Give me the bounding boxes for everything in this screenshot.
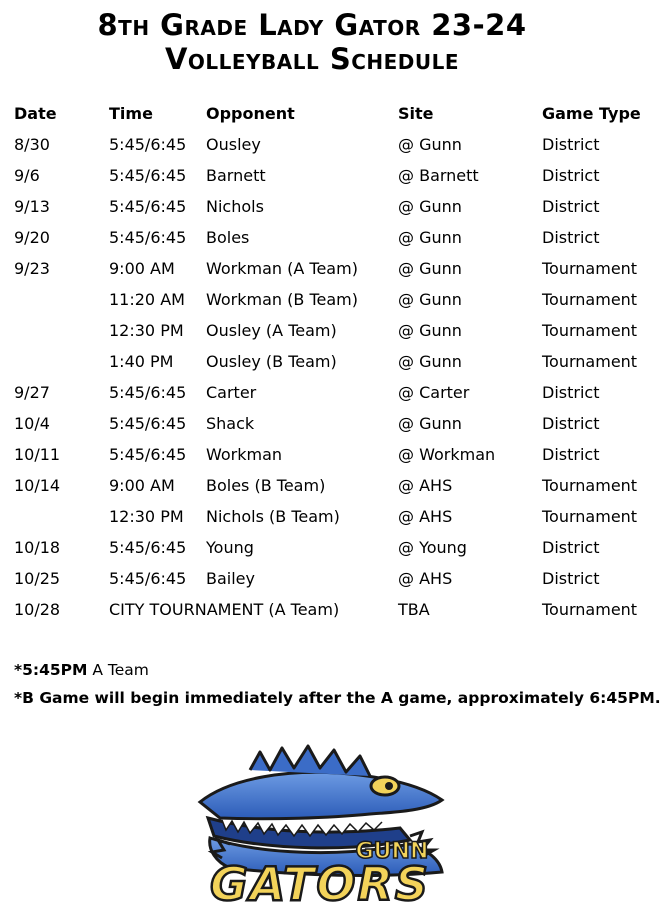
cell-time: 5:45/6:45	[109, 135, 187, 154]
cell-opponent: Bailey	[206, 569, 255, 588]
cell-time: 5:45/6:45	[109, 569, 187, 588]
cell-time: 9:00 AM	[109, 476, 175, 495]
cell-opponent: Ousley (B Team)	[206, 352, 337, 371]
notes	[14, 658, 661, 714]
cell-date: 9/20	[14, 228, 50, 247]
cell-game-type: District	[542, 135, 600, 154]
table-row	[14, 160, 662, 191]
cell-time: 11:20 AM	[109, 290, 185, 309]
note-b-game-text: *B Game will begin immediately after the A game, approximately 6:45PM.	[14, 689, 661, 707]
cell-site: @ Gunn	[398, 352, 462, 371]
cell-site: @ AHS	[398, 569, 453, 588]
cell-game-type: District	[542, 569, 600, 588]
cell-time: 1:40 PM	[109, 352, 174, 371]
cell-site: @ Gunn	[398, 228, 462, 247]
table-row	[14, 439, 662, 470]
cell-game-type: Tournament	[542, 600, 638, 619]
cell-game-type: District	[542, 228, 600, 247]
cell-date	[14, 315, 109, 346]
cell-site: @ Gunn	[398, 135, 462, 154]
gunn-gators-logo	[160, 740, 480, 908]
cell-site: @ Gunn	[398, 290, 462, 309]
schedule-table	[14, 98, 662, 625]
cell-opponent: Nichols	[206, 197, 264, 216]
cell-site: @ Young	[398, 538, 467, 557]
table-row	[14, 315, 662, 346]
cell-site: @ Carter	[398, 383, 470, 402]
cell-time: 12:30 PM	[109, 321, 184, 340]
cell-date: 9/6	[14, 166, 40, 185]
cell-opponent: Boles	[206, 228, 250, 247]
cell-date: 8/30	[14, 135, 50, 154]
note-a-team	[14, 658, 661, 686]
cell-time: 12:30 PM	[109, 507, 184, 526]
cell-opponent: Ousley (A Team)	[206, 321, 337, 340]
schedule-body	[14, 129, 662, 625]
cell-site: @ AHS	[398, 507, 453, 526]
cell-site: @ Workman	[398, 445, 496, 464]
cell-game-type: District	[542, 445, 600, 464]
table-row	[14, 346, 662, 377]
header-game-type: Game Type	[542, 104, 641, 123]
cell-date: 9/13	[14, 197, 50, 216]
cell-game-type: Tournament	[542, 352, 638, 371]
cell-opponent: Nichols (B Team)	[206, 507, 340, 526]
cell-opponent: Workman (A Team)	[206, 259, 358, 278]
cell-site: TBA	[398, 600, 430, 619]
cell-time: 9:00 AM	[109, 259, 175, 278]
cell-date: 10/28	[14, 600, 61, 619]
cell-date: 10/18	[14, 538, 61, 557]
table-row	[14, 191, 662, 222]
cell-site: @ AHS	[398, 476, 453, 495]
cell-date: 10/14	[14, 476, 61, 495]
cell-opponent: Boles (B Team)	[206, 476, 326, 495]
note-a-team-label: A Team	[87, 661, 149, 679]
title-line-2: Volleyball Schedule	[164, 42, 460, 76]
cell-opponent: Young	[206, 538, 254, 557]
table-row	[14, 532, 662, 563]
cell-site: @ Gunn	[398, 197, 462, 216]
logo-gunn-text: GUNN	[355, 839, 429, 864]
cell-opponent: Ousley	[206, 135, 261, 154]
cell-opponent: Barnett	[206, 166, 266, 185]
cell-opponent: Workman	[206, 445, 283, 464]
logo-gators-text: GATORS	[210, 857, 430, 908]
cell-game-type: District	[542, 383, 600, 402]
header-date: Date	[14, 104, 57, 123]
cell-date	[14, 501, 109, 532]
cell-game-type: District	[542, 538, 600, 557]
header-opponent: Opponent	[206, 104, 295, 123]
cell-game-type: District	[542, 414, 600, 433]
cell-time: 5:45/6:45	[109, 414, 187, 433]
cell-game-type: Tournament	[542, 507, 638, 526]
table-row	[14, 129, 662, 160]
cell-game-type: Tournament	[542, 476, 638, 495]
title-line-1: 8th Grade Lady Gator 23-24	[97, 8, 527, 42]
cell-game-type: Tournament	[542, 290, 638, 309]
table-row	[14, 222, 662, 253]
cell-site: @ Gunn	[398, 414, 462, 433]
cell-time: 5:45/6:45	[109, 445, 187, 464]
cell-date: 10/11	[14, 445, 61, 464]
table-row	[14, 377, 662, 408]
cell-time: 5:45/6:45	[109, 538, 187, 557]
cell-time: 5:45/6:45	[109, 166, 187, 185]
cell-time: 5:45/6:45	[109, 228, 187, 247]
table-row	[14, 284, 662, 315]
cell-opponent: Carter	[206, 383, 257, 402]
cell-game-type: Tournament	[542, 321, 638, 340]
cell-date	[14, 284, 109, 315]
header-site: Site	[398, 104, 434, 123]
page-title	[0, 8, 624, 76]
table-row-final	[14, 594, 662, 625]
cell-site: @ Gunn	[398, 321, 462, 340]
cell-site: @ Gunn	[398, 259, 462, 278]
cell-date: 10/25	[14, 569, 61, 588]
cell-game-type: District	[542, 197, 600, 216]
cell-opponent: Workman (B Team)	[206, 290, 358, 309]
cell-event: CITY TOURNAMENT (A Team)	[109, 600, 340, 619]
table-row	[14, 408, 662, 439]
cell-date: 9/23	[14, 259, 50, 278]
table-header-row	[14, 98, 662, 129]
cell-site: @ Barnett	[398, 166, 479, 185]
cell-time: 5:45/6:45	[109, 383, 187, 402]
table-row	[14, 253, 662, 284]
cell-date: 10/4	[14, 414, 50, 433]
table-row	[14, 470, 662, 501]
cell-date: 9/27	[14, 383, 50, 402]
cell-date	[14, 346, 109, 377]
note-a-team-time: *5:45PM	[14, 661, 88, 679]
cell-time: 5:45/6:45	[109, 197, 187, 216]
note-b-game	[14, 686, 661, 714]
header-time: Time	[109, 104, 153, 123]
cell-game-type: District	[542, 166, 600, 185]
table-row	[14, 563, 662, 594]
cell-game-type: Tournament	[542, 259, 638, 278]
table-row	[14, 501, 662, 532]
cell-opponent: Shack	[206, 414, 255, 433]
